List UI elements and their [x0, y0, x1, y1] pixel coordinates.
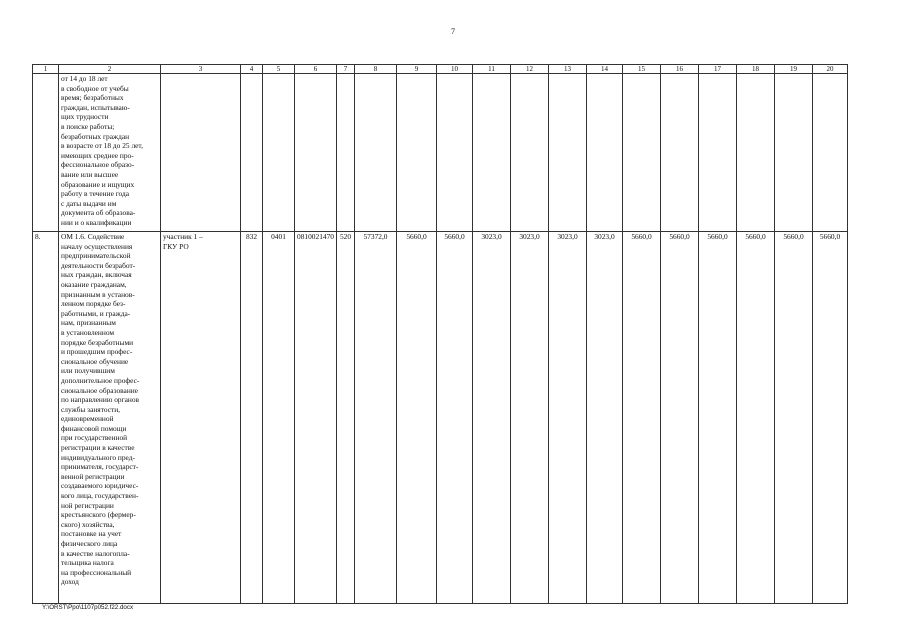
- text-line: в установленном: [61, 327, 115, 337]
- column-number-row: [33, 65, 848, 74]
- table-cell: [587, 74, 623, 232]
- text-line: при государственной: [61, 433, 128, 443]
- table-cell: [355, 74, 397, 232]
- column-number: 19: [775, 65, 813, 74]
- file-path-footer: Y:\ORST\Ppo\1107p052.f22.docx: [42, 604, 134, 611]
- table-cell: [511, 74, 549, 232]
- text-line: постановке на учет: [61, 529, 122, 539]
- cell-csr: 0810021470: [295, 232, 337, 604]
- cell-year-value: 3023,0: [473, 232, 511, 604]
- text-line: имеющих среднее про-: [61, 150, 134, 160]
- cell-year-value: 5660,0: [813, 232, 848, 604]
- text-line: работными, и гражда-: [61, 308, 131, 318]
- text-line: индивидуального пред-: [61, 452, 135, 462]
- column-number: 13: [549, 65, 587, 74]
- text-line: нам, признанным: [61, 318, 116, 328]
- cell-year-value: 3023,0: [549, 232, 587, 604]
- text-line: и прошедшим профес-: [61, 347, 133, 357]
- text-line: ского) хозяйства,: [61, 519, 115, 529]
- text-line: службы занятости,: [61, 404, 121, 414]
- text-line: нии и о квалификации: [61, 217, 132, 227]
- table-cell: [661, 74, 699, 232]
- text-line: ной регистрации: [61, 500, 114, 510]
- text-line: с даты выдачи им: [61, 198, 117, 208]
- text-line: принимателя, государст-: [61, 462, 139, 472]
- text-line: ОМ 1.6. Содействие: [61, 232, 125, 241]
- cell-rzpr: 0401: [263, 232, 295, 604]
- column-number: 20: [813, 65, 848, 74]
- text-line: порядке безработными: [61, 337, 134, 347]
- column-number: 8: [355, 65, 397, 74]
- text-line: признанным в установ-: [61, 289, 135, 299]
- table-cell: [623, 74, 661, 232]
- text-line: кого лица, государствен-: [61, 491, 139, 501]
- table-cell: [737, 74, 775, 232]
- table-cell: [775, 74, 813, 232]
- text-line: физического лица: [61, 539, 118, 548]
- cell-year-value: 5660,0: [661, 232, 699, 604]
- text-line: деятельности безработ-: [61, 260, 136, 270]
- text-line: щих трудности: [61, 112, 109, 122]
- table-cell: [33, 74, 59, 232]
- cell-vr: 520: [337, 232, 355, 604]
- column-number: 3: [161, 65, 241, 74]
- text-line: образование и ищущих: [61, 179, 135, 189]
- text-line: крестьянского (фермер-: [61, 510, 136, 520]
- column-number: 5: [263, 65, 295, 74]
- cell-total: 57372,0: [355, 232, 397, 604]
- table-cell: [437, 74, 473, 232]
- cell-year-value: 5660,0: [397, 232, 437, 604]
- text-line: финансовой помощи: [61, 423, 127, 433]
- text-line: время; безработных: [61, 93, 124, 103]
- executor: [161, 232, 241, 604]
- cell-year-value: 5660,0: [699, 232, 737, 604]
- table-cell: [699, 74, 737, 232]
- text-line: регистрации в качестве: [61, 443, 135, 453]
- budget-table: [32, 64, 848, 604]
- table-cell: [549, 74, 587, 232]
- column-number: 16: [661, 65, 699, 74]
- text-line: в возрасте от 18 до 25 лет,: [61, 141, 143, 151]
- table-cell: [813, 74, 848, 232]
- text-line: по направлению органов: [61, 395, 140, 405]
- cell-year-value: 5660,0: [737, 232, 775, 604]
- measure-name: [59, 232, 161, 604]
- table-cell: [337, 74, 355, 232]
- text-line: в качестве налогопла-: [61, 548, 130, 558]
- text-line: документа об образова-: [61, 208, 136, 218]
- continuation-lines: [61, 74, 158, 228]
- table-row-continuation: [33, 74, 848, 232]
- table-cell: [263, 74, 295, 232]
- text-line: ных граждан, включая: [61, 270, 132, 280]
- page-number: 7: [451, 27, 455, 36]
- column-number: 9: [397, 65, 437, 74]
- text-line: предпринимательской: [61, 251, 131, 261]
- table-cell: [241, 74, 263, 232]
- cell-year-value: 3023,0: [587, 232, 623, 604]
- column-number: 11: [473, 65, 511, 74]
- text-line: доход: [61, 577, 79, 587]
- text-line: на профессиональный: [61, 567, 132, 577]
- text-line: граждан, испытываю-: [61, 102, 130, 112]
- text-line: в свободное от учебы: [61, 83, 129, 93]
- cell-year-value: 3023,0: [511, 232, 549, 604]
- cell-year-value: 5660,0: [623, 232, 661, 604]
- table-cell: [397, 74, 437, 232]
- table-cell: [473, 74, 511, 232]
- text-line: венной регистрации: [61, 471, 125, 481]
- measure-name-lines: [61, 232, 158, 587]
- text-line: от 14 до 18 лет: [61, 74, 108, 83]
- column-number: 17: [699, 65, 737, 74]
- cell-year-value: 5660,0: [775, 232, 813, 604]
- column-number: 6: [295, 65, 337, 74]
- text-line: создаваемого юридичес-: [61, 481, 139, 491]
- table-cell: [295, 74, 337, 232]
- text-line: безработных граждан: [61, 131, 130, 141]
- text-line: вание или высшее: [61, 169, 119, 179]
- text-line: началу осуществления: [61, 241, 133, 251]
- text-line: оказание гражданам,: [61, 279, 127, 289]
- text-line: дополнительное профес-: [61, 375, 140, 385]
- column-number: 12: [511, 65, 549, 74]
- cell-grbs: 832: [241, 232, 263, 604]
- text-line: тельщика налога: [61, 558, 114, 568]
- text-line: единовременной: [61, 414, 114, 424]
- text-line: участник 1 –: [163, 232, 203, 241]
- text-line: сиональное образование: [61, 385, 139, 395]
- executor-lines: [163, 232, 238, 251]
- column-number: 2: [59, 65, 161, 74]
- text-line: фессиональное образо-: [61, 160, 135, 170]
- text-line: сиональное обучение: [61, 356, 129, 366]
- text-line: ленном порядке без-: [61, 299, 126, 309]
- table-row-8: [33, 232, 848, 604]
- column-number: 4: [241, 65, 263, 74]
- text-line: ГКУ РО: [163, 241, 189, 251]
- continuation-text: [59, 74, 161, 232]
- text-line: или получившим: [61, 366, 115, 376]
- column-number: 1: [33, 65, 59, 74]
- column-number: 18: [737, 65, 775, 74]
- column-number: 10: [437, 65, 473, 74]
- row-number: 8.: [33, 232, 59, 604]
- table-cell: [161, 74, 241, 232]
- column-number: 15: [623, 65, 661, 74]
- text-line: работу в течение года: [61, 189, 130, 199]
- column-number: 7: [337, 65, 355, 74]
- text-line: в поиске работы;: [61, 121, 115, 131]
- cell-year-value: 5660,0: [437, 232, 473, 604]
- column-number: 14: [587, 65, 623, 74]
